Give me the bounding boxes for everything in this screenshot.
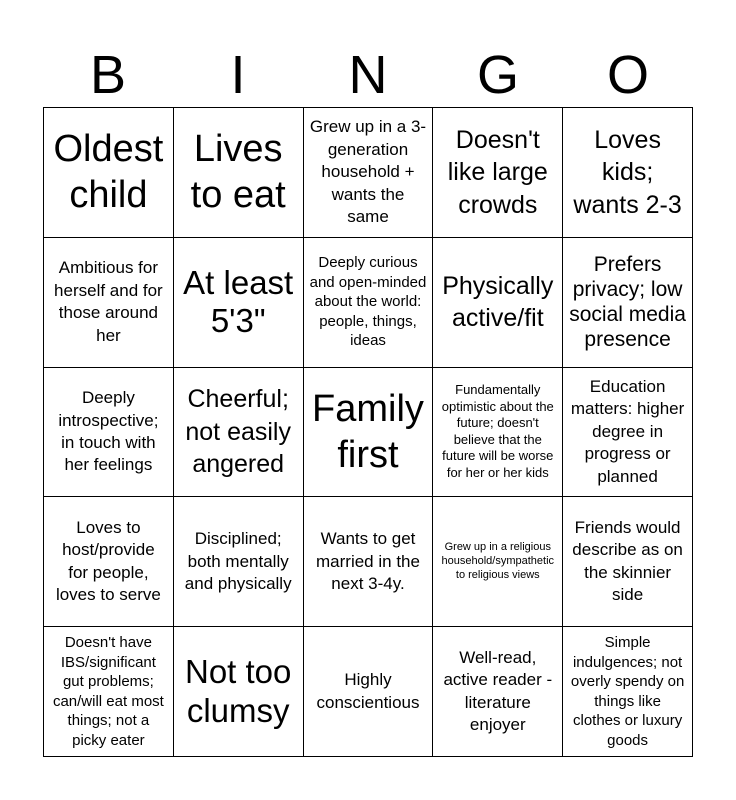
bingo-cell[interactable] — [433, 497, 563, 627]
cell-text: Physically active/fit — [442, 271, 554, 333]
cell-text: Lives to eat — [190, 128, 286, 217]
cell-text: Cheerful; not easily angered — [185, 385, 291, 479]
header-letter-g: G — [476, 45, 519, 105]
cell-text: Deeply curious and open-minded about the world: people, things, ideas — [309, 254, 427, 350]
bingo-cell[interactable] — [174, 368, 304, 498]
bingo-cell[interactable] — [44, 108, 174, 238]
bingo-cell[interactable] — [174, 627, 304, 757]
cell-text: Disciplined; both mentally and physically — [184, 529, 292, 593]
cell-text: Doesn't like large crowds — [447, 125, 548, 219]
bingo-cell[interactable] — [433, 368, 563, 498]
cell-text: Well-read, active reader - literature enjoyer — [443, 647, 553, 735]
cell-text: Fundamentally optimistic about the future; doesn't believe that the future will be worse for her or her kids — [441, 382, 554, 480]
bingo-cell[interactable] — [174, 497, 304, 627]
bingo-cell[interactable] — [304, 108, 434, 238]
bingo-cell[interactable] — [563, 238, 693, 368]
cell-text: Loves to host/provide for people, loves to serve — [55, 517, 161, 605]
bingo-cell[interactable] — [304, 497, 434, 627]
cell-text: Family first — [312, 387, 424, 476]
bingo-cell[interactable] — [44, 497, 174, 627]
bingo-board — [43, 107, 693, 757]
bingo-cell[interactable] — [44, 238, 174, 368]
cell-text: Friends would describe as on the skinnier side — [572, 517, 683, 605]
cell-text: Prefers privacy; low social media presence — [569, 252, 686, 352]
cell-text: At least 5'3" — [183, 263, 294, 340]
cell-text: Deeply introspective; in touch with her feelings — [58, 388, 159, 475]
cell-text: Education matters: higher degree in progress or planned — [570, 376, 685, 486]
bingo-cell[interactable] — [304, 627, 434, 757]
bingo-cell[interactable] — [433, 627, 563, 757]
cell-text: Grew up in a 3-generation household + wants the same — [309, 117, 427, 227]
bingo-cell[interactable] — [563, 497, 693, 627]
header-letter-o: O — [606, 45, 649, 105]
cell-text: Ambitious for herself and for those around her — [54, 258, 163, 345]
bingo-cell[interactable] — [174, 238, 304, 368]
bingo-cell[interactable] — [304, 368, 434, 498]
cell-text: Highly conscientious — [316, 670, 420, 712]
cell-text: Wants to get married in the next 3-4y. — [316, 529, 420, 593]
bingo-cell[interactable] — [44, 368, 174, 498]
cell-text: Simple indulgences; not overly spendy on things like clothes or luxury goods — [570, 634, 685, 749]
bingo-cell[interactable] — [433, 108, 563, 238]
cell-text: Oldest child — [53, 128, 164, 217]
bingo-cell[interactable] — [563, 108, 693, 238]
bingo-header — [43, 42, 693, 108]
bingo-cell[interactable] — [174, 108, 304, 238]
bingo-cell[interactable] — [304, 238, 434, 368]
cell-text: Doesn't have IBS/significant gut problems; can/will eat most things; not a picky eater — [52, 634, 164, 749]
cell-text: Not too clumsy — [184, 652, 292, 729]
header-letter-n: N — [348, 45, 388, 105]
bingo-cell[interactable] — [563, 368, 693, 498]
bingo-cell[interactable] — [563, 627, 693, 757]
header-letter-b: B — [89, 45, 127, 105]
cell-text: Loves kids; wants 2-3 — [573, 125, 682, 219]
bingo-cell[interactable] — [433, 238, 563, 368]
header-letter-i: I — [230, 45, 246, 105]
bingo-cell[interactable] — [44, 627, 174, 757]
cell-text: Grew up in a religious household/sympathetic to religious views — [441, 541, 555, 581]
